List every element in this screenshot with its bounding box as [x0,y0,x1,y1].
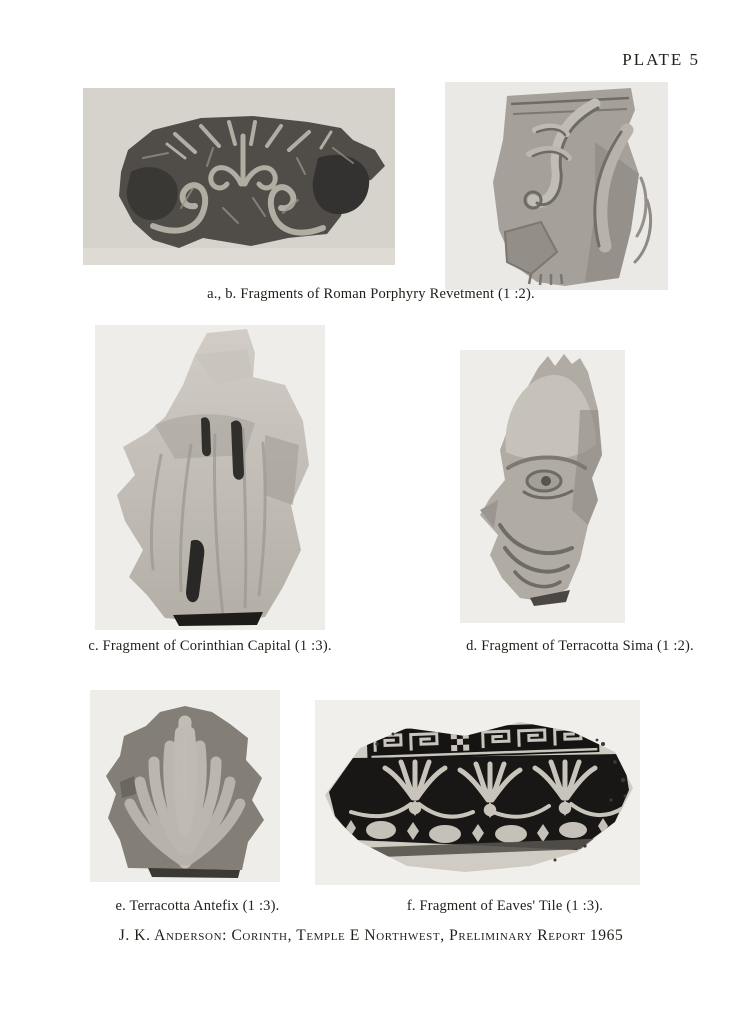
caption-f: f. Fragment of Eaves' Tile (1 :3). [406,898,604,914]
photo-eaves-tile [315,700,640,885]
caption-d: d. Fragment of Terracotta Sima (1 :2). [466,638,694,654]
caption-e: e. Terracotta Antefix (1 :3). [115,898,280,914]
photo-porphyry-revetment-b [445,82,668,290]
plate-label: PLATE 5 [622,50,700,69]
photo-porphyry-revetment-a [83,88,395,265]
photo-terracotta-sima [460,350,625,623]
painted-decoration [329,722,629,858]
photo-terracotta-antefix [90,690,280,882]
attribution-line: J. K. Anderson: Corinth, Temple E Northwest, Preliminary Report 1965 [118,927,624,944]
photo-corinthian-capital [95,325,325,630]
caption-a-b: a., b. Fragments of Roman Porphyry Revetment (1 :2). [207,286,535,302]
caption-c: c. Fragment of Corinthian Capital (1 :3). [88,638,332,654]
